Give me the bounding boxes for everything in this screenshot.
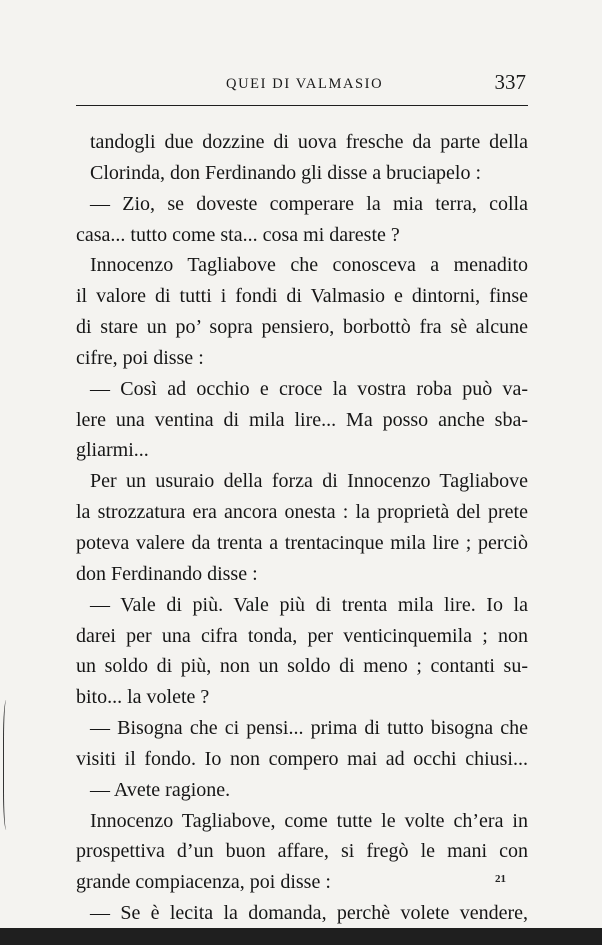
text-line: di stare un po’ sopra pensiero, borbottò fra sè alcune	[76, 316, 528, 339]
text-line: Innocenzo Tagliabove, come tutte le volte ch’era in	[90, 809, 528, 832]
text-line: gliarmi...	[76, 439, 149, 462]
text-line: — Bisogna che ci pensi... prima di tutto bisogna che	[90, 717, 528, 740]
text-line: cifre, poi disse :	[76, 346, 204, 369]
text-line: casa... tutto come sta... cosa mi dareste ?	[76, 223, 400, 246]
text-line: — Vale di più. Vale più di trenta mila lire. Io la	[90, 593, 528, 616]
text-line: un soldo di più, non un soldo di meno ; contanti su-	[76, 655, 528, 678]
text-line: Clorinda, don Ferdinando gli disse a bruciapelo :	[90, 161, 482, 184]
text-line: Per un usuraio della forza di Innocenzo Tagliabove	[90, 470, 528, 493]
text-line: — Così ad occhio e croce la vostra roba può va-	[90, 377, 528, 400]
text-line: tandogli due dozzine di uova fresche da parte della	[90, 131, 528, 153]
header-rule	[76, 105, 528, 106]
text-line: bito... la volete ?	[76, 686, 210, 709]
page-header	[76, 72, 526, 102]
running-title: QUEI DI VALMASIO	[226, 76, 384, 92]
text-line: — Avete ragione.	[90, 778, 231, 801]
text-line: Innocenzo Tagliabove che conosceva a menadito	[90, 254, 528, 277]
text-line: la strozzatura era ancora onesta : la proprietà del prete	[76, 501, 528, 524]
text-line: poteva valere da trenta a trentacinque mila lire ; perciò	[76, 531, 528, 554]
scan-bottom-edge	[0, 928, 602, 945]
text-line: darei per una cifra tonda, per venticinquemila ; non	[76, 624, 528, 647]
binding-edge-mark	[3, 700, 14, 830]
signature-mark: 21	[495, 873, 506, 885]
text-line: visiti il fondo. Io non compero mai ad occhi chiusi...	[76, 747, 528, 770]
page-number: 337	[494, 70, 526, 94]
text-line: — Zio, se doveste comperare la mia terra, colla	[90, 192, 528, 215]
text-line: don Ferdinando disse :	[76, 562, 258, 585]
text-line: grande compiacenza, poi disse :	[76, 871, 331, 894]
body-text	[76, 127, 528, 945]
text-line: — Se è lecita la domanda, perchè volete vendere,	[90, 902, 528, 925]
text-line: lere una ventina di mila lire... Ma posso anche sba-	[76, 408, 528, 431]
text-line: prospettiva d’un buon affare, si fregò le mani con	[76, 840, 528, 863]
text-line: il valore di tutti i fondi di Valmasio e dintorni, finse	[76, 285, 528, 308]
